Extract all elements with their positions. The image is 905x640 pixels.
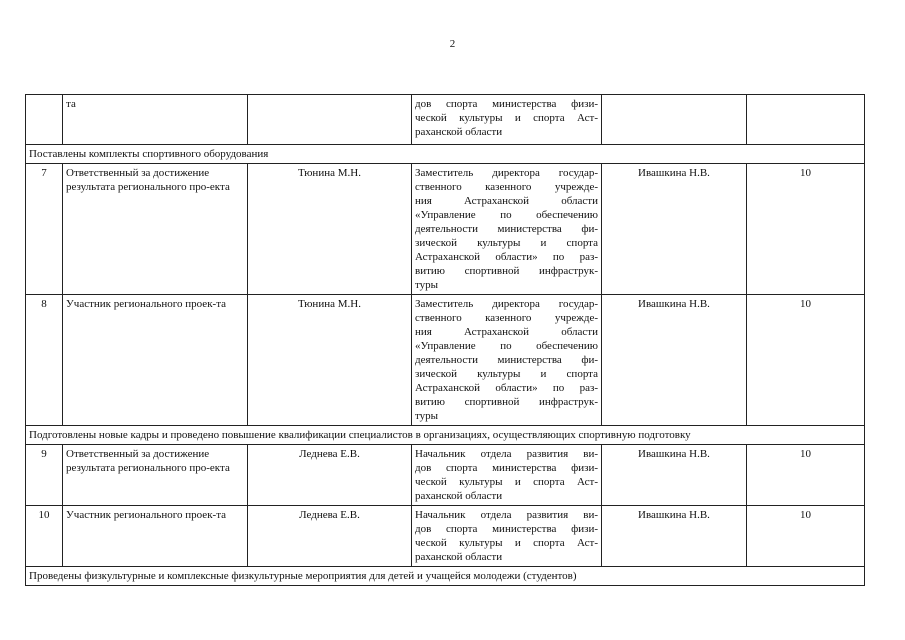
value-cell (747, 95, 865, 145)
supervisor-cell: Ивашкина Н.В. (602, 164, 747, 295)
page-number: 2 (449, 38, 456, 50)
section-row (26, 426, 865, 445)
position-line: деятельности министерства фи- (415, 354, 598, 366)
position-cell (412, 95, 602, 145)
position-line: дов спорта министерства физи- (415, 98, 598, 110)
role-cell: Участник регионального проек-та (63, 506, 248, 567)
supervisor-cell: Ивашкина Н.В. (602, 295, 747, 426)
role-cell: Ответственный за достижение результата регионального про-екта (63, 445, 248, 506)
position-line: дов спорта министерства физи- (415, 462, 598, 474)
supervisor-cell (602, 95, 747, 145)
position-cell (412, 164, 602, 295)
section-title: Подготовлены новые кадры и проведено повышение квалификации специалистов в организациях, осуществляющих спортивную подготовку (26, 426, 865, 445)
row-number (26, 95, 63, 145)
curator-cell: Леднева Е.В. (248, 445, 412, 506)
position-line: Заместитель директора государ- (415, 167, 598, 179)
role-cell: Участник регионального проек-та (63, 295, 248, 426)
position-line: Заместитель директора государ- (415, 298, 598, 310)
responsibility-table (25, 94, 865, 586)
role-cell: Ответственный за достижение результата регионального про-екта (63, 164, 248, 295)
value-cell: 10 (747, 164, 865, 295)
position-line: витию спортивной инфраструк- (415, 265, 598, 277)
section-row (26, 145, 865, 164)
row-number: 10 (26, 506, 63, 567)
position-line: Начальник отдела развития ви- (415, 509, 598, 521)
position-line: Астраханской области» по раз- (415, 382, 598, 394)
value-cell: 10 (747, 506, 865, 567)
curator-cell: Тюнина М.Н. (248, 295, 412, 426)
value-cell: 10 (747, 295, 865, 426)
position-line: ния Астраханской области (415, 195, 598, 207)
position-cell (412, 445, 602, 506)
row-number: 9 (26, 445, 63, 506)
position-line: деятельности министерства фи- (415, 223, 598, 235)
position-line: витию спортивной инфраструк- (415, 396, 598, 408)
position-line: зической культуры и спорта (415, 368, 598, 380)
table-row (26, 506, 865, 567)
section-title: Поставлены комплекты спортивного оборудования (26, 145, 865, 164)
position-line: Начальник отдела развития ви- (415, 448, 598, 460)
position-line: раханской области (415, 126, 503, 138)
supervisor-cell: Ивашкина Н.В. (602, 445, 747, 506)
row-number: 7 (26, 164, 63, 295)
position-line: ческой культуры и спорта Аст- (415, 112, 598, 124)
table-row (26, 164, 865, 295)
table-body (26, 95, 865, 586)
position-line: дов спорта министерства физи- (415, 523, 598, 535)
position-cell (412, 295, 602, 426)
position-cell (412, 506, 602, 567)
curator-cell (248, 95, 412, 145)
position-line: туры (415, 279, 439, 291)
position-line: Астраханской области» по раз- (415, 251, 598, 263)
table-row (26, 295, 865, 426)
role-cell: та (63, 95, 248, 145)
curator-cell: Леднева Е.В. (248, 506, 412, 567)
position-line: ния Астраханской области (415, 326, 598, 338)
position-line: раханской области (415, 551, 503, 563)
supervisor-cell: Ивашкина Н.В. (602, 506, 747, 567)
table-row (26, 445, 865, 506)
table-row (26, 95, 865, 145)
position-line: ческой культуры и спорта Аст- (415, 476, 598, 488)
row-number: 8 (26, 295, 63, 426)
position-line: ственного казенного учрежде- (415, 312, 598, 324)
section-title: Проведены физкультурные и комплексные физкультурные мероприятия для детей и учащейся молодежи (студентов) (26, 567, 865, 586)
position-line: «Управление по обеспечению (415, 340, 598, 352)
position-line: зической культуры и спорта (415, 237, 598, 249)
position-line: ческой культуры и спорта Аст- (415, 537, 598, 549)
position-line: туры (415, 410, 439, 422)
value-cell: 10 (747, 445, 865, 506)
position-line: раханской области (415, 490, 503, 502)
curator-cell: Тюнина М.Н. (248, 164, 412, 295)
position-line: ственного казенного учрежде- (415, 181, 598, 193)
position-line: «Управление по обеспечению (415, 209, 598, 221)
section-row (26, 567, 865, 586)
